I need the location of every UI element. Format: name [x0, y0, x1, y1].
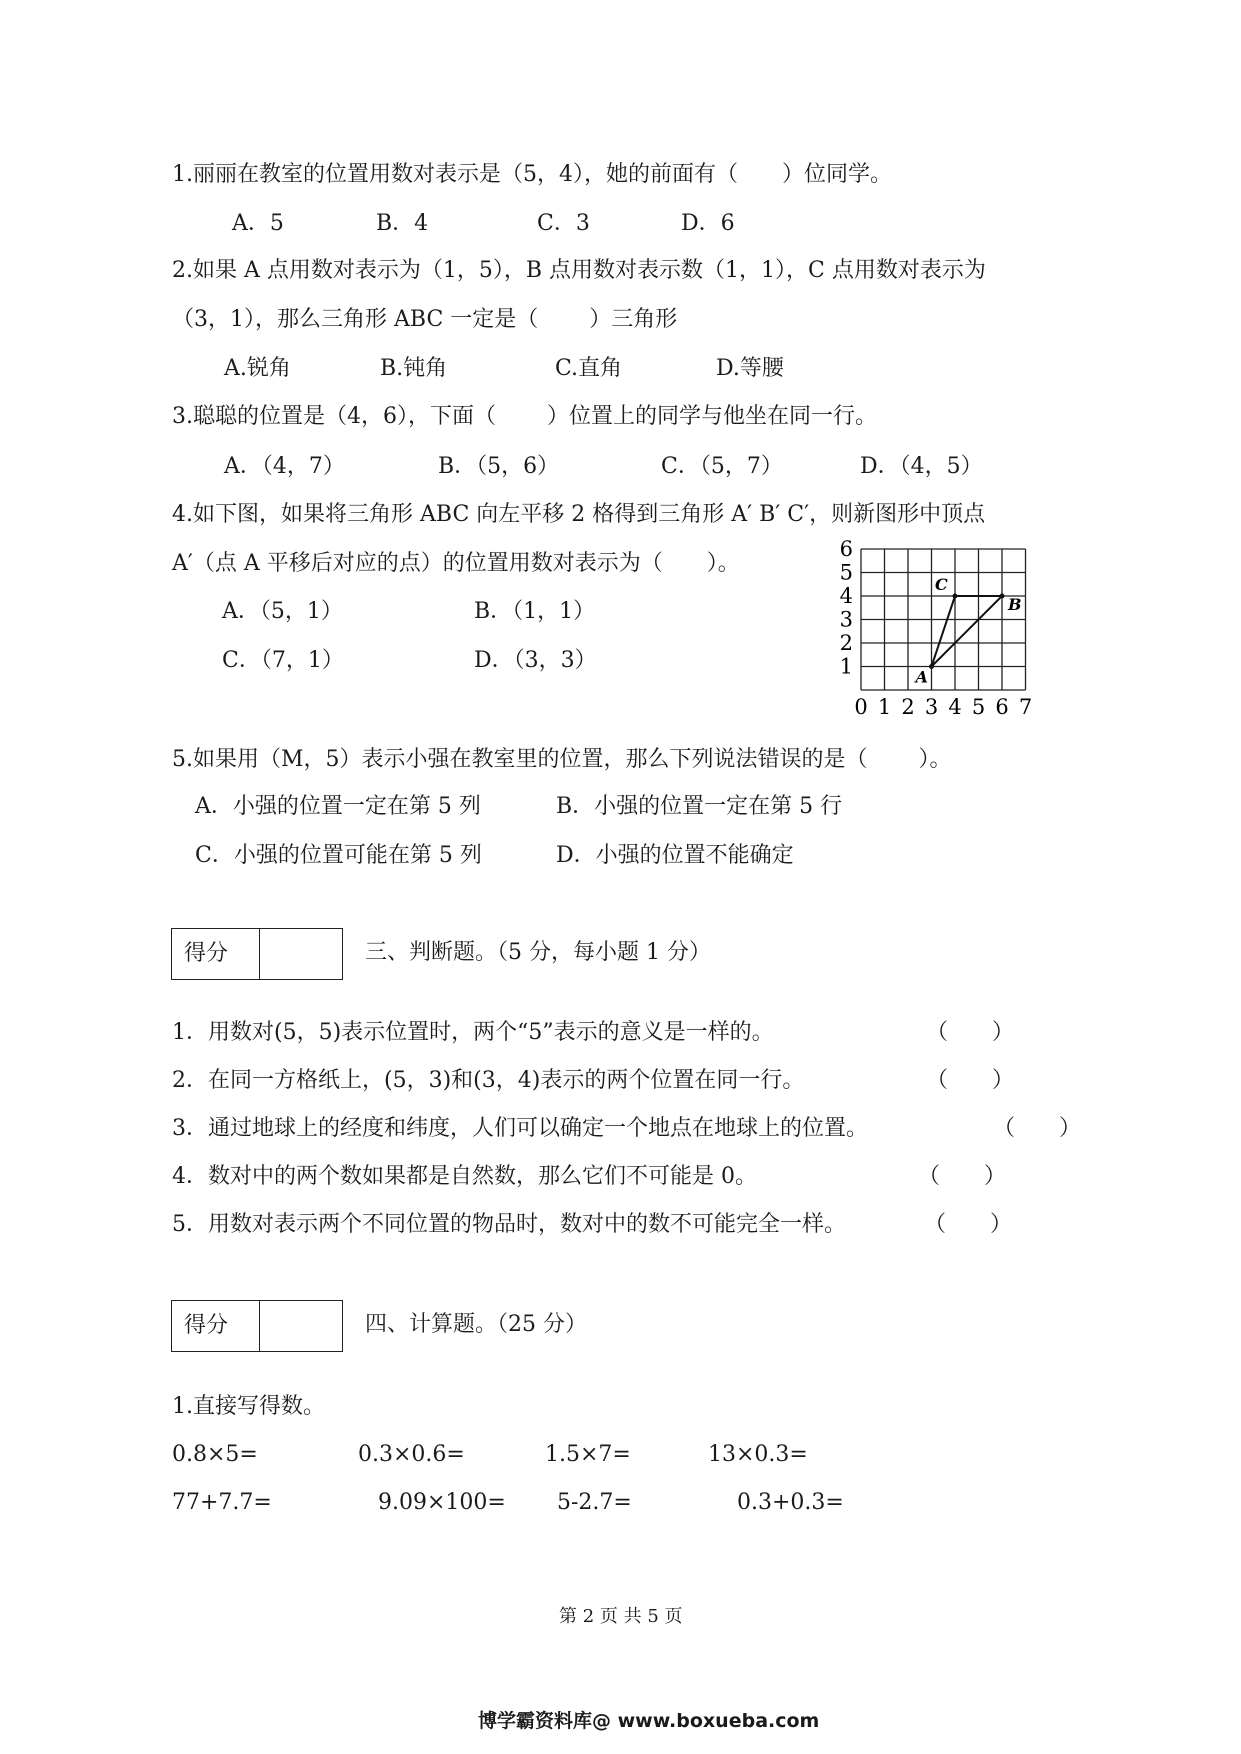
q4-option-c: C．（7，1）	[222, 648, 344, 673]
tf-item-3: 3．通过地球上的经度和纬度，人们可以确定一个地点在地球上的位置。	[172, 1116, 868, 1141]
y-tick-label: 3	[839, 607, 853, 632]
y-tick-label: 6	[839, 537, 853, 561]
question-2-stem-line2: （3，1），那么三角形 ABC 一定是（ ）三角形	[172, 307, 678, 332]
question-4-stem-line1: 4.如下图，如果将三角形 ABC 向左平移 2 格得到三角形 A′ B′ C′，则新图形中顶点	[172, 502, 986, 527]
q1-option-a: A．5	[232, 211, 284, 236]
x-tick-label: 0	[854, 695, 868, 716]
score-label: 得分	[172, 929, 260, 979]
section-4-title: 四、计算题。（25 分）	[365, 1312, 587, 1337]
q3-option-a: A．（4，7）	[224, 454, 345, 479]
x-tick-label: 5	[971, 695, 986, 716]
tf-item-2: 2．在同一方格纸上，(5，3)和(3，4)表示的两个位置在同一行。	[172, 1068, 805, 1093]
x-tick-label: 2	[901, 695, 915, 716]
vertex-point	[929, 664, 934, 669]
calc-item: 9.09×100=	[378, 1490, 506, 1515]
q3-option-d: D．（4，5）	[860, 454, 983, 479]
q4-option-b: B．（1，1）	[474, 599, 596, 624]
score-box-section-4	[171, 1300, 343, 1352]
coordinate-grid-figure	[836, 536, 1076, 716]
tf-item-4: 4．数对中的两个数如果都是自然数，那么它们不可能是 0。	[172, 1164, 757, 1189]
x-tick-label: 6	[995, 695, 1009, 716]
y-tick-label: 5	[839, 560, 853, 585]
calc-item: 5-2.7=	[557, 1490, 632, 1515]
q5-option-c: C．小强的位置可能在第 5 列	[195, 843, 482, 868]
tf-answer-blank-2[interactable]: （ ）	[926, 1068, 1015, 1093]
x-tick-label: 4	[948, 695, 962, 716]
tf-answer-blank-4[interactable]: （ ）	[918, 1164, 1007, 1189]
calc-q1-title: 1.直接写得数。	[172, 1394, 325, 1419]
x-tick-label: 3	[924, 695, 939, 716]
watermark: 博学霸资料库@ www.boxueba.com	[478, 1710, 820, 1732]
q2-option-d: D.等腰	[716, 356, 784, 381]
q1-option-c: C．3	[537, 211, 590, 236]
calc-item: 13×0.3=	[708, 1442, 808, 1467]
x-tick-label: 1	[877, 695, 892, 716]
y-tick-label: 4	[839, 584, 853, 608]
vertex-label: A	[915, 667, 928, 687]
q5-option-b: B．小强的位置一定在第 5 行	[556, 794, 843, 819]
y-tick-label: 1	[839, 654, 853, 679]
triangle-abc	[932, 596, 1003, 667]
q4-option-a: A．（5，1）	[222, 599, 343, 624]
tf-answer-blank-1[interactable]: （ ）	[926, 1020, 1015, 1045]
question-3-stem: 3.聪聪的位置是（4，6），下面（ ）位置上的同学与他坐在同一行。	[172, 404, 877, 429]
q2-option-a: A.锐角	[224, 356, 291, 381]
q1-option-d: D．6	[681, 211, 735, 236]
q5-option-d: D．小强的位置不能确定	[556, 843, 794, 868]
calc-item: 0.3+0.3=	[737, 1490, 844, 1515]
tf-item-5: 5．用数对表示两个不同位置的物品时，数对中的数不可能完全一样。	[172, 1212, 846, 1237]
x-tick-label: 7	[1018, 695, 1033, 716]
q3-option-b: B．（5，6）	[438, 454, 560, 479]
score-box-section-3	[171, 928, 343, 980]
question-1-stem: 1.丽丽在教室的位置用数对表示是（5，4），她的前面有（ ）位同学。	[172, 162, 892, 187]
q5-option-a: A．小强的位置一定在第 5 列	[195, 794, 481, 819]
score-label: 得分	[172, 1301, 260, 1351]
vertex-label: C	[935, 575, 948, 594]
vertex-label: B	[1008, 595, 1022, 614]
vertex-point	[953, 594, 958, 599]
q1-option-b: B．4	[376, 211, 429, 236]
q3-option-c: C．（5，7）	[661, 454, 783, 479]
calc-item: 77+7.7=	[172, 1490, 272, 1515]
q4-option-d: D．（3，3）	[474, 648, 597, 673]
q2-option-b: B.钝角	[380, 356, 448, 381]
tf-answer-blank-3[interactable]: （ ）	[993, 1116, 1082, 1141]
tf-item-1: 1．用数对(5，5)表示位置时，两个“5”表示的意义是一样的。	[172, 1020, 774, 1045]
calc-item: 0.3×0.6=	[358, 1442, 465, 1467]
question-2-stem-line1: 2.如果 A 点用数对表示为（1，5），B 点用数对表示数（1，1），C 点用数对表示为	[172, 258, 986, 283]
tf-answer-blank-5[interactable]: （ ）	[924, 1212, 1013, 1237]
q2-option-c: C.直角	[555, 356, 623, 381]
page-number: 第 2 页 共 5 页	[559, 1606, 683, 1627]
calc-item: 1.5×7=	[545, 1442, 631, 1467]
calc-item: 0.8×5=	[172, 1442, 258, 1467]
question-4-stem-line2: A′（点 A 平移后对应的点）的位置用数对表示为（ ）。	[172, 551, 740, 576]
y-tick-label: 2	[839, 631, 853, 655]
question-5-stem: 5.如果用（M，5）表示小强在教室里的位置，那么下列说法错误的是（ ）。	[172, 747, 952, 772]
section-3-title: 三、判断题。（5 分，每小题 1 分）	[365, 940, 711, 965]
vertex-point	[1000, 594, 1005, 599]
